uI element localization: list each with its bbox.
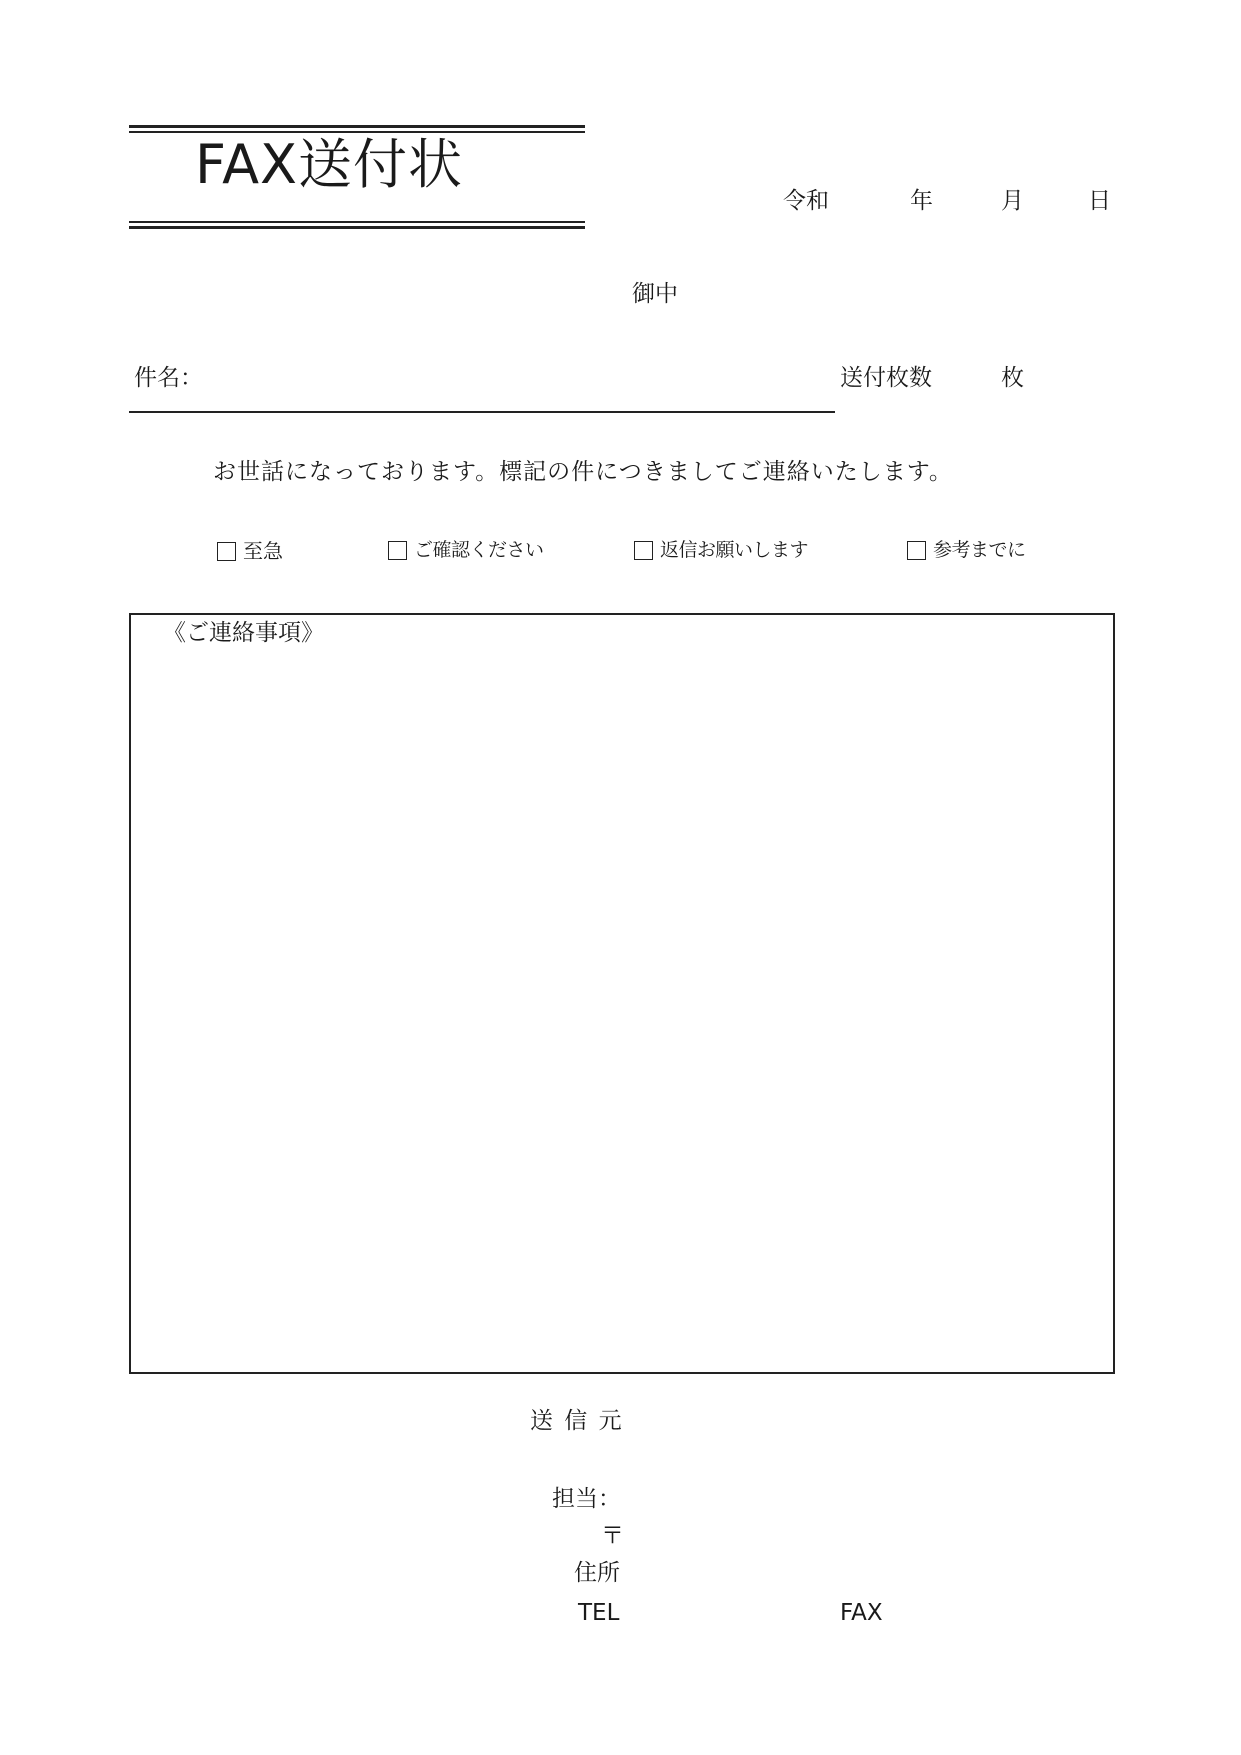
sender-fax-label: FAX bbox=[840, 1600, 883, 1626]
checkbox-urgent[interactable] bbox=[217, 541, 283, 561]
page-title: FAX送付状 bbox=[195, 133, 464, 196]
notes-area[interactable] bbox=[129, 613, 1115, 1374]
subject-underline bbox=[129, 411, 835, 413]
recipient-honorific: 御中 bbox=[632, 281, 678, 307]
checkbox-icon[interactable] bbox=[634, 541, 653, 560]
checkbox-icon[interactable] bbox=[907, 541, 926, 560]
title-rule-top bbox=[129, 125, 585, 128]
sender-heading: 送 信 元 bbox=[530, 1408, 624, 1434]
sender-postal-mark: 〒 bbox=[601, 1523, 624, 1549]
checkbox-label: 返信お願いします bbox=[660, 539, 809, 561]
checkbox-label: 至急 bbox=[243, 539, 283, 563]
checkbox-label: 参考までに bbox=[933, 539, 1026, 561]
date-month-unit: 月 bbox=[1001, 188, 1024, 214]
checkbox-for-reference[interactable] bbox=[907, 541, 1026, 560]
checkbox-please-confirm[interactable] bbox=[388, 541, 544, 560]
date-year-unit: 年 bbox=[910, 188, 933, 214]
greeting-text: お世話になっております。標記の件につきましてご連絡いたします。 bbox=[213, 459, 953, 485]
sender-tel-label: TEL bbox=[578, 1600, 620, 1626]
notes-label: 《ご連絡事項》 bbox=[163, 620, 324, 646]
date-era: 令和 bbox=[783, 188, 829, 214]
checkbox-icon[interactable] bbox=[217, 542, 236, 561]
date-day-unit: 日 bbox=[1088, 188, 1111, 214]
checkbox-icon[interactable] bbox=[388, 541, 407, 560]
title-rule-bottom bbox=[129, 226, 585, 229]
pages-unit: 枚 bbox=[1001, 365, 1024, 391]
subject-label: 件名： bbox=[134, 365, 203, 391]
pages-label: 送付枚数 bbox=[840, 365, 932, 391]
checkbox-label: ご確認ください bbox=[414, 539, 544, 561]
title-rule-bottom-inner bbox=[129, 221, 585, 223]
checkbox-please-reply[interactable] bbox=[634, 541, 808, 560]
sender-person-label: 担当： bbox=[552, 1486, 621, 1512]
sender-address-label: 住所 bbox=[574, 1560, 620, 1586]
